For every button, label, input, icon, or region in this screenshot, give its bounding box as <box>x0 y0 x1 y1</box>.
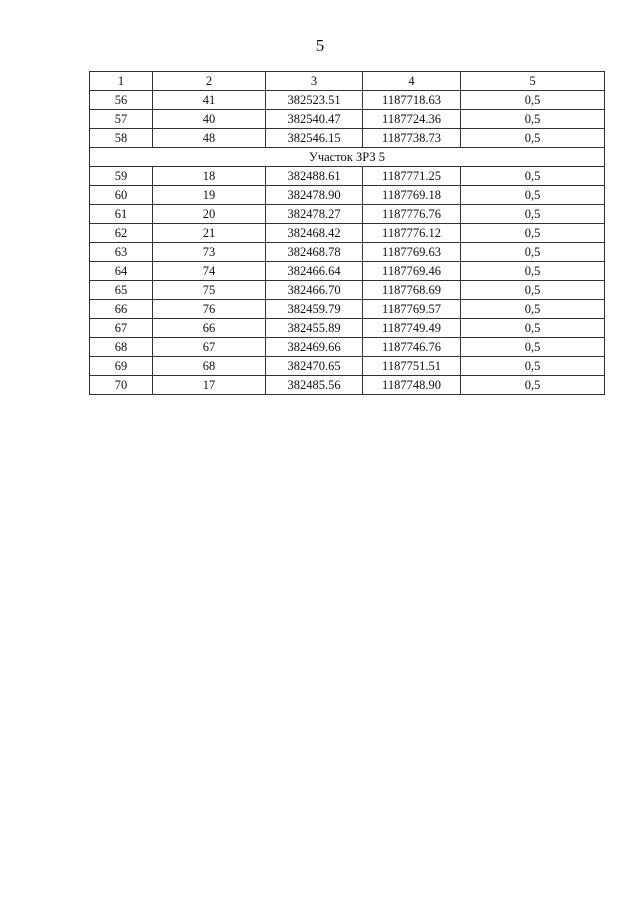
table-row <box>90 186 605 205</box>
table-cell: 67 <box>90 319 153 338</box>
table-cell: 56 <box>90 91 153 110</box>
table-cell: 382470.65 <box>266 357 363 376</box>
table-cell: 0,5 <box>461 338 605 357</box>
header-cell: 5 <box>461 72 605 91</box>
table-cell: 1187738.73 <box>363 129 461 148</box>
table-row <box>90 205 605 224</box>
table-cell: 62 <box>90 224 153 243</box>
table-cell: 1187771.25 <box>363 167 461 186</box>
table-cell: 382478.27 <box>266 205 363 224</box>
coordinates-table-body <box>90 72 605 395</box>
table-cell: 68 <box>90 338 153 357</box>
table-cell: 0,5 <box>461 129 605 148</box>
table-cell: 382488.61 <box>266 167 363 186</box>
table-cell: 382468.42 <box>266 224 363 243</box>
table-cell: 69 <box>90 357 153 376</box>
table-cell: 63 <box>90 243 153 262</box>
table-cell: 57 <box>90 110 153 129</box>
table-cell: 67 <box>153 338 266 357</box>
table-row <box>90 262 605 281</box>
header-cell: 2 <box>153 72 266 91</box>
table-cell: 0,5 <box>461 186 605 205</box>
table-cell: 66 <box>90 300 153 319</box>
table-cell: 19 <box>153 186 266 205</box>
table-cell: 40 <box>153 110 266 129</box>
table-cell: 17 <box>153 376 266 395</box>
header-cell: 4 <box>363 72 461 91</box>
table-cell: 382469.66 <box>266 338 363 357</box>
table-row <box>90 224 605 243</box>
table-cell: 1187718.63 <box>363 91 461 110</box>
table-cell: 382466.64 <box>266 262 363 281</box>
table-cell: 0,5 <box>461 357 605 376</box>
table-cell: 382466.70 <box>266 281 363 300</box>
header-cell: 1 <box>90 72 153 91</box>
table-cell: 18 <box>153 167 266 186</box>
table-cell: 0,5 <box>461 376 605 395</box>
table-cell: 382540.47 <box>266 110 363 129</box>
table-row <box>90 129 605 148</box>
table-cell: 1187768.69 <box>363 281 461 300</box>
table-cell: 1187769.63 <box>363 243 461 262</box>
table-cell: 76 <box>153 300 266 319</box>
table-cell: 74 <box>153 262 266 281</box>
table-cell: 65 <box>90 281 153 300</box>
table-cell: 0,5 <box>461 262 605 281</box>
table-cell: 1187776.12 <box>363 224 461 243</box>
table-cell: 1187769.57 <box>363 300 461 319</box>
table-cell: 75 <box>153 281 266 300</box>
table-cell: 1187748.90 <box>363 376 461 395</box>
table-cell: 382546.15 <box>266 129 363 148</box>
table-cell: 382485.56 <box>266 376 363 395</box>
table-row <box>90 357 605 376</box>
table-cell: 60 <box>90 186 153 205</box>
table-cell: 58 <box>90 129 153 148</box>
table-cell: 0,5 <box>461 167 605 186</box>
table-cell: 382523.51 <box>266 91 363 110</box>
table-cell: 20 <box>153 205 266 224</box>
header-cell: 3 <box>266 72 363 91</box>
table-row <box>90 319 605 338</box>
table-cell: 1187776.76 <box>363 205 461 224</box>
table-cell: 0,5 <box>461 205 605 224</box>
table-cell: 66 <box>153 319 266 338</box>
table-row <box>90 167 605 186</box>
table-cell: 0,5 <box>461 281 605 300</box>
header-row <box>90 72 605 91</box>
table-cell: 0,5 <box>461 243 605 262</box>
table-cell: 0,5 <box>461 224 605 243</box>
table-cell: 1187751.51 <box>363 357 461 376</box>
table-cell: 73 <box>153 243 266 262</box>
table-cell: 1187749.49 <box>363 319 461 338</box>
table-cell: 64 <box>90 262 153 281</box>
table-cell: 1187769.46 <box>363 262 461 281</box>
table-cell: 68 <box>153 357 266 376</box>
table-cell: 0,5 <box>461 300 605 319</box>
table-cell: 21 <box>153 224 266 243</box>
table-row <box>90 338 605 357</box>
table-row <box>90 376 605 395</box>
table-cell: 1187724.36 <box>363 110 461 129</box>
table-cell: 41 <box>153 91 266 110</box>
table-row <box>90 300 605 319</box>
table-row <box>90 243 605 262</box>
section-title: Участок ЗРЗ 5 <box>90 148 605 167</box>
table-cell: 0,5 <box>461 91 605 110</box>
table-row <box>90 110 605 129</box>
table-cell: 1187769.18 <box>363 186 461 205</box>
table-cell: 70 <box>90 376 153 395</box>
coordinates-table <box>89 71 605 395</box>
table-cell: 61 <box>90 205 153 224</box>
table-cell: 382455.89 <box>266 319 363 338</box>
table-cell: 382459.79 <box>266 300 363 319</box>
table-row <box>90 281 605 300</box>
table-row <box>90 91 605 110</box>
table-cell: 0,5 <box>461 110 605 129</box>
table-cell: 1187746.76 <box>363 338 461 357</box>
table-cell: 382468.78 <box>266 243 363 262</box>
table-cell: 0,5 <box>461 319 605 338</box>
table-cell: 59 <box>90 167 153 186</box>
page-number: 5 <box>315 36 325 55</box>
table-cell: 48 <box>153 129 266 148</box>
table-cell: 382478.90 <box>266 186 363 205</box>
section-title-row <box>90 148 605 167</box>
